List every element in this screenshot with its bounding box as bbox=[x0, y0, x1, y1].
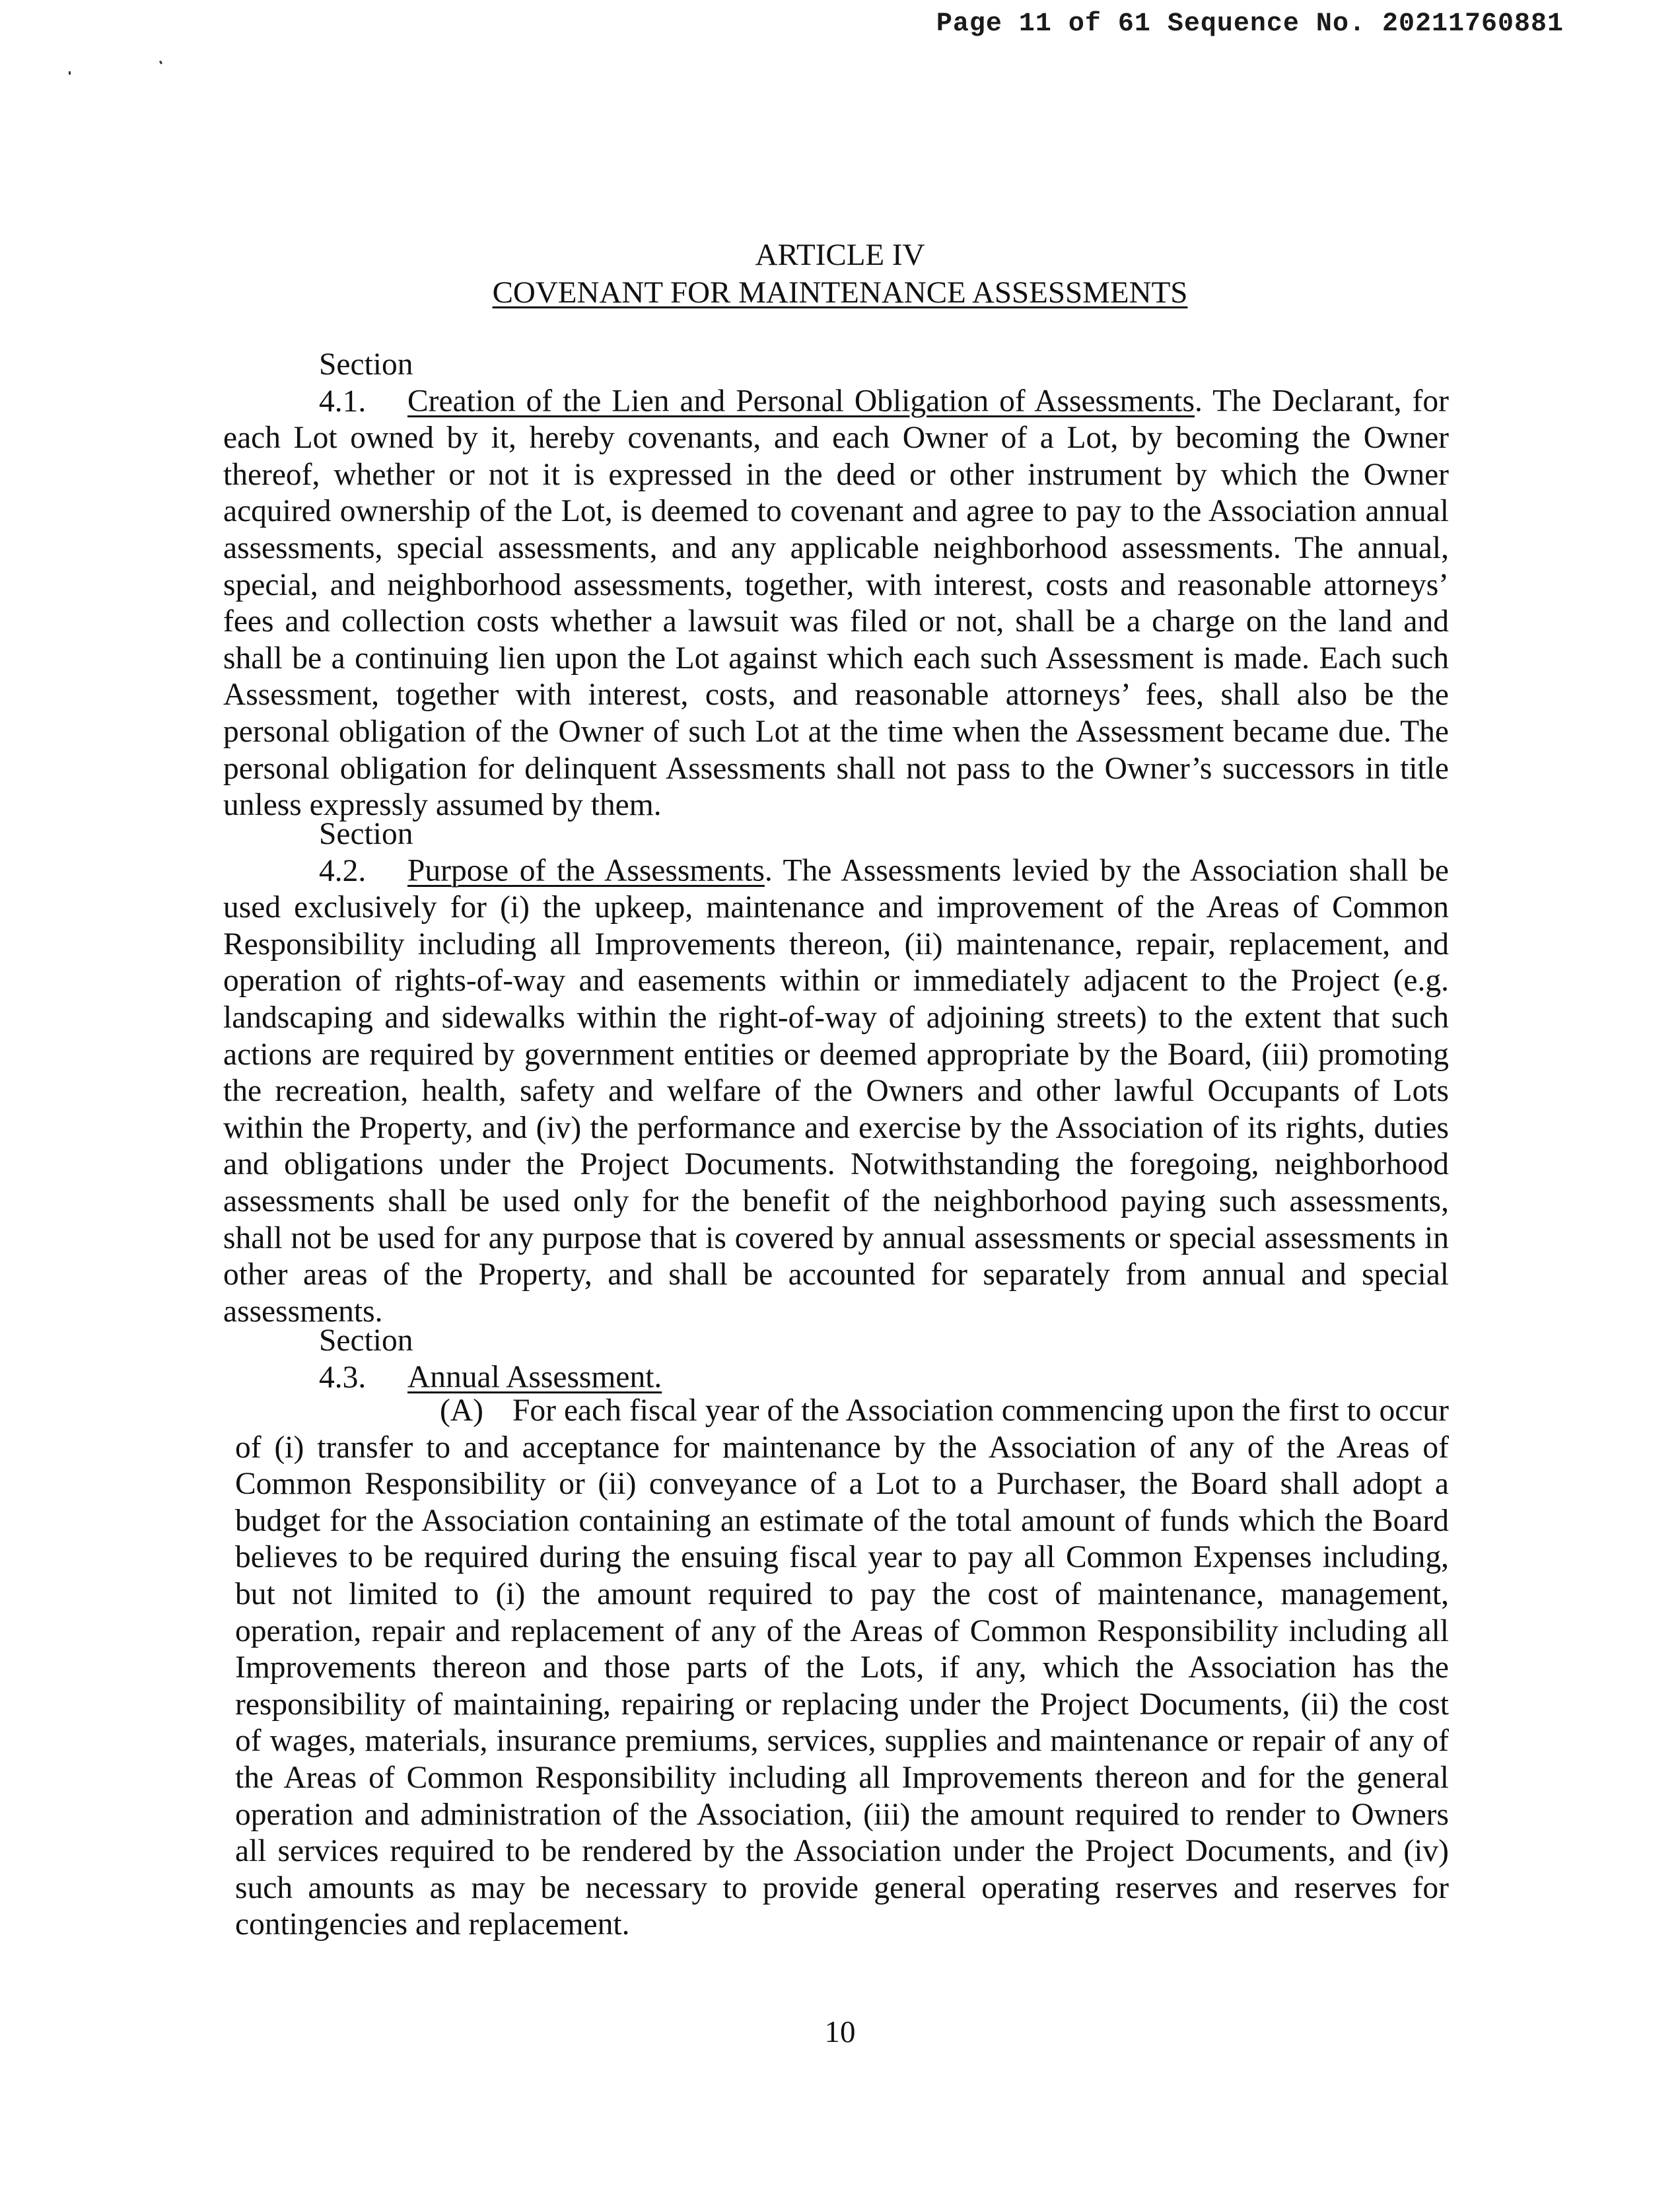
section-number: Section 4.3. bbox=[319, 1323, 413, 1395]
section-4-3 bbox=[223, 1323, 1449, 1396]
scan-speck bbox=[159, 61, 162, 65]
subsection-body: For each fiscal year of the Association commencing upon the first to occur of (i) transfer to and acceptance for maintenance by the Association of any of the Areas of Common Responsibility or (ii) conveyance of a Lot to a Purchaser, the Board shall adopt a budget for the Association containing an estimate of the total amount of funds which the Board believes to be required during the ensuing fiscal year to pay all Common Expenses including, but not limited to (i) the amount required to pay the cost of maintenance, management, operation, repair and replacement of any of the Areas of Common Responsibility including all Improvements thereon and those parts of the Lots, if any, which the Association has the responsibility of maintaining, repairing or replacing under the Project Documents, (ii) the cost of wages, materials, insurance premiums, services, supplies and maintenance or repair of any of the Areas of Common Responsibility including all Improvements thereon and for the general operation and administration of the Association, (iii) the amount required to render to Owners all services required to be rendered by the Association under the Project Documents, and (iv) such amounts as may be necessary to provide general operating reserves and reserves for contingencies and replacement. bbox=[235, 1393, 1449, 1942]
section-4-1 bbox=[223, 347, 1449, 824]
section-title: Annual Assessment. bbox=[407, 1360, 662, 1395]
page-sequence-stamp: Page 11 of 61 Sequence No. 20211760881 bbox=[936, 9, 1564, 39]
section-paragraph bbox=[223, 1323, 1449, 1396]
section-title: Purpose of the Assessments bbox=[407, 853, 765, 888]
subsection-a bbox=[235, 1393, 1449, 1944]
article-title: COVENANT FOR MAINTENANCE ASSESSMENTS bbox=[492, 275, 1188, 310]
section-number: Section 4.1. bbox=[319, 347, 413, 419]
page-number: 10 bbox=[824, 2015, 856, 2049]
section-number: Section 4.2. bbox=[319, 817, 413, 888]
section-body: . The Declarant, for each Lot owned by it, hereby covenants, and each Owner of a Lot, by becoming the Owner thereof, whether or not it is expressed in the deed or other instrument by which the Owner acquired ownership of the Lot, is deemed to covenant and agree to pay to the Association annual assessments, special assessments, and any applicable neighborhood assessments. The annual, special, and neighborhood assessments, together, with interest, costs and reasonable attorneys’ fees and collection costs whether a lawsuit was filed or not, shall be a charge on the land and shall be a continuing lien upon the Lot against which each such Assessment is made. Each such Assessment, together with interest, costs, and reasonable attorneys’ fees, shall also be the personal obligation of the Owner of such Lot at the time when the Assessment became due. The personal obligation for delinquent Assessments shall not pass to the Owner’s successors in title unless expressly assumed by them. bbox=[223, 384, 1449, 823]
article-heading bbox=[0, 236, 1680, 312]
section-title: Creation of the Lien and Personal Obligation of Assessments bbox=[407, 384, 1195, 419]
section-body: . The Assessments levied by the Association shall be used exclusively for (i) the upkeep, maintenance and improvement of the Areas of Common Responsibility including all Improvements thereon, (ii) maintenance, repair, replacement, and operation of rights-of-way and easements within or immediately adjacent to the Project (e.g. landscaping and sidewalks within the right-of-way of adjoining streets) to the extent that such actions are required by government entities or deemed appropriate by the Board, (iii) promoting the recreation, health, safety and welfare of the Owners and other lawful Occupants of Lots within the Property, and (iv) the performance and exercise by the Association of its rights, duties and obligations under the Project Documents. Notwithstanding the foregoing, neighborhood assessments shall be used only for the benefit of the neighborhood paying such assessments, shall not be used for any purpose that is covered by annual assessments or special assessments in other areas of the Property, and shall be accounted for separately from annual and special assessments. bbox=[223, 853, 1449, 1329]
section-4-2 bbox=[223, 816, 1449, 1330]
scan-speck bbox=[69, 71, 71, 75]
section-paragraph bbox=[223, 816, 1449, 1330]
article-number: ARTICLE IV bbox=[755, 238, 925, 272]
subsection-label: (A) bbox=[440, 1393, 483, 1428]
section-paragraph bbox=[223, 347, 1449, 824]
